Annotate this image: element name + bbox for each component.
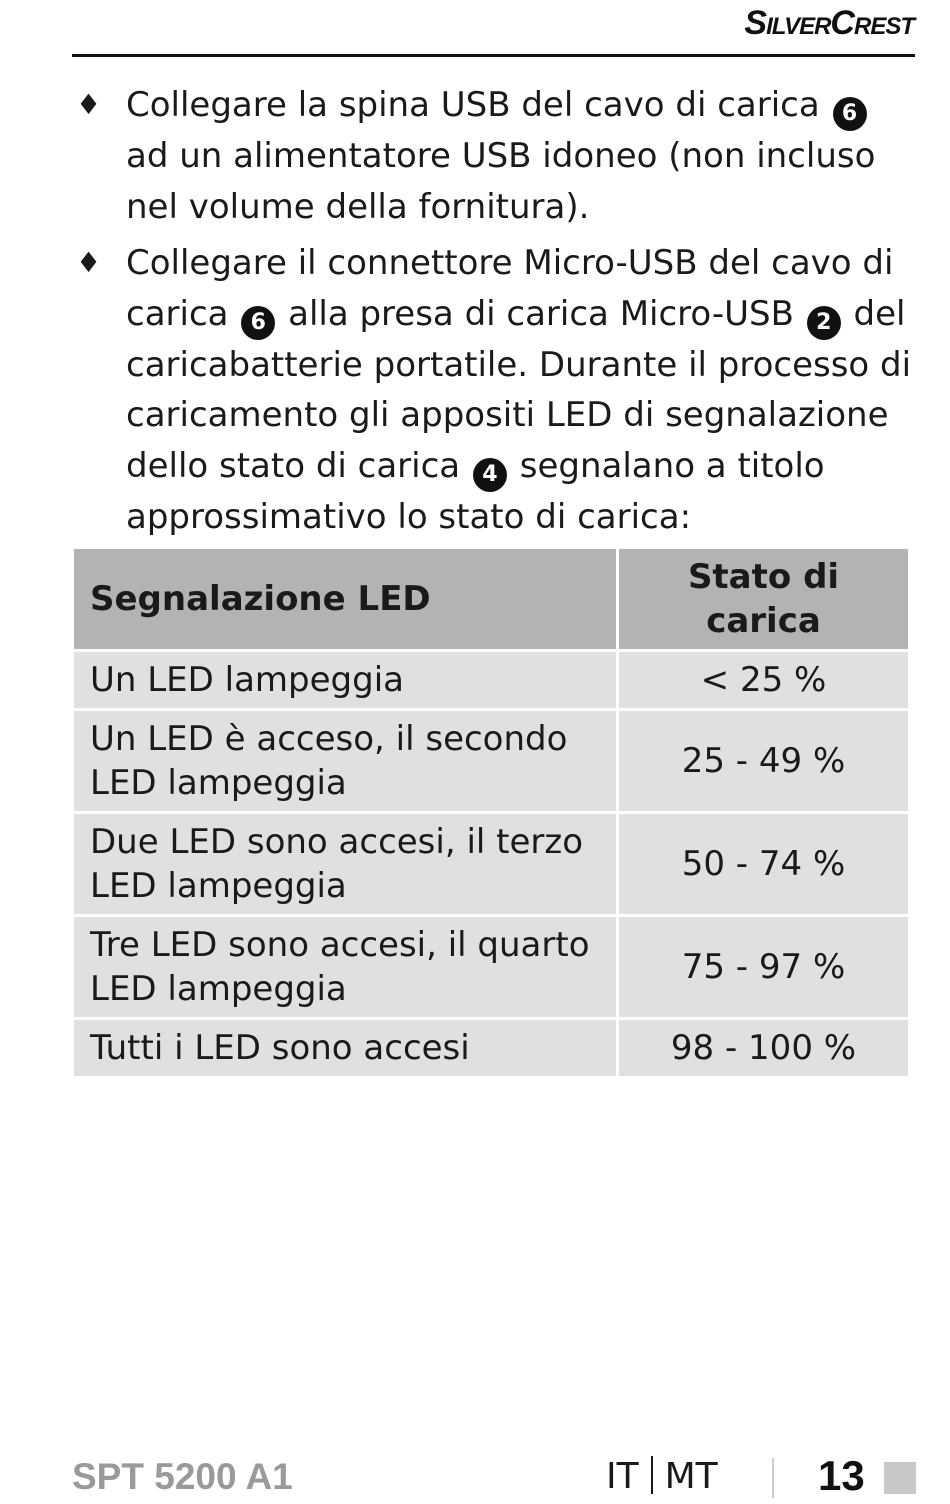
table-row — [74, 711, 908, 811]
led-signal-cell: Due LED sono accesi, il terzo LED lampeggia — [74, 814, 616, 914]
charge-state-cell: < 25 % — [619, 652, 908, 708]
header-charge-state: Stato di carica — [619, 549, 908, 649]
brand-logo: SilverCrest — [744, 4, 914, 42]
table-row — [74, 814, 908, 914]
instructions — [74, 80, 914, 548]
bullet-item-2 — [74, 238, 914, 542]
bullet-2-text-b: alla presa di carica Micro-USB — [288, 293, 794, 334]
table-row — [74, 917, 908, 1017]
page-number: 13 — [818, 1452, 865, 1499]
bullet-2-text-c: del caricabatterie portatile. Durante il processo di caricamento gli appositi LED di segnalazione dello stato di carica — [126, 293, 912, 486]
bullet-item-1 — [74, 80, 914, 232]
charge-state-cell: 25 - 49 % — [619, 711, 908, 811]
table-header-row — [74, 549, 908, 649]
language-indicator — [606, 1456, 718, 1497]
led-signal-cell: Un LED lampeggia — [74, 652, 616, 708]
reference-number-2: 2 — [807, 306, 841, 340]
page-marker-square-icon — [884, 1462, 916, 1494]
charge-state-cell: 98 - 100 % — [619, 1020, 908, 1076]
table-row — [74, 652, 908, 708]
language-it: IT — [606, 1456, 639, 1497]
diamond-bullet-icon: ♦ — [76, 246, 102, 279]
reference-number-4: 4 — [473, 458, 507, 492]
bullet-1-text-b: ad — [126, 136, 169, 176]
led-signal-cell: Tutti i LED sono accesi — [74, 1020, 616, 1076]
charge-state-cell: 50 - 74 % — [619, 814, 908, 914]
header-led-signal: Segnalazione LED — [74, 549, 616, 649]
led-signal-cell: Un LED è acceso, il secondo LED lampeggia — [74, 711, 616, 811]
diamond-bullet-icon: ♦ — [76, 88, 102, 121]
charge-state-cell: 75 - 97 % — [619, 917, 908, 1017]
led-status-table — [71, 546, 911, 1079]
model-number: SPT 5200 A1 — [72, 1456, 293, 1497]
bullet-1-text-a: Collegare la spina USB del cavo di carica — [126, 85, 820, 125]
header-rule — [72, 54, 915, 57]
footer-divider — [772, 1458, 774, 1498]
reference-number-6: 6 — [833, 97, 867, 131]
reference-number-6: 6 — [241, 306, 275, 340]
language-separator — [651, 1456, 653, 1494]
table-row — [74, 1020, 908, 1076]
bullet-2-text-d: segnalano a titolo approssimativo lo stato di carica: — [126, 445, 825, 537]
language-mt: MT — [664, 1456, 718, 1497]
led-signal-cell: Tre LED sono accesi, il quarto LED lampeggia — [74, 917, 616, 1017]
bullet-1-text-rest: un alimentatore USB idoneo (non incluso nel volume della fornitura). — [126, 136, 876, 227]
bullet-2-text-a: Collegare il connettore Micro-USB del cavo di carica — [126, 243, 894, 334]
